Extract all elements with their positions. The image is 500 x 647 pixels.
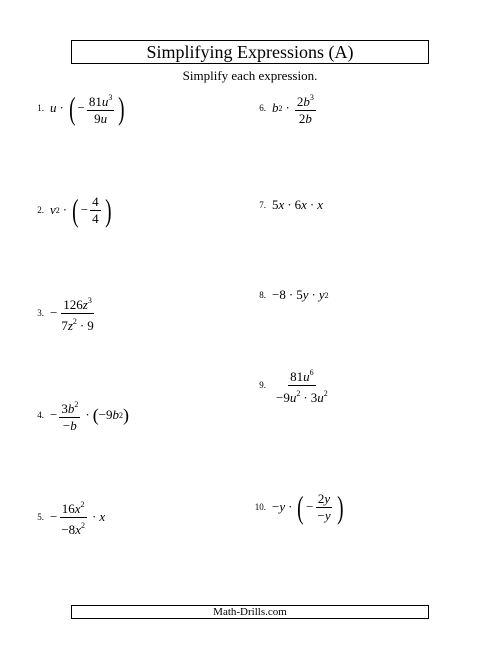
problem-number: 3. (37, 308, 44, 318)
problem-expression: u · ( − $\frac{81u^3}{9u}$ ) (50, 90, 125, 126)
problem-expression: − $\frac{126z^3}{7z^2 \cdot 9}$ (50, 295, 94, 333)
problem-number: 9. (259, 380, 266, 390)
problem-8 (252, 270, 329, 320)
problem-expression: $\frac{81u^6}{-9u^2 \cdot 3u^2}$ (276, 367, 328, 405)
problem-number: 1. (37, 103, 44, 113)
problem-expression: v 2 · ( − $\frac{4}{4}$ ) (50, 192, 112, 228)
problem-4 (30, 390, 129, 440)
instructions: Simplify each expression. (182, 68, 318, 83)
problem-number: 5. (37, 512, 44, 522)
problem-number: 10. (254, 502, 266, 512)
problem-1 (30, 83, 127, 133)
problem-5 (30, 492, 105, 542)
problem-6 (252, 83, 318, 133)
problem-expression: −8 · 5 y · y 2 (272, 287, 329, 302)
problem-number: 2. (37, 205, 44, 215)
problem-number: 7. (259, 200, 266, 210)
problem-number: 4. (37, 410, 44, 420)
problem-expression: − $\frac{16x^2}{-8x^2}$ · x (50, 499, 106, 537)
problem-number: 6. (259, 103, 266, 113)
problem-3 (30, 288, 98, 338)
problem-expression: b 2 · $\frac{2b^3}{2b}$ (272, 92, 314, 126)
problem-7 (252, 180, 323, 230)
problem-number: 8. (259, 290, 266, 300)
footer-source: Math-Drills.com (71, 605, 429, 619)
worksheet-title: Simplifying Expressions (A) (71, 40, 429, 64)
problem-2 (30, 185, 113, 235)
problem-10 (252, 482, 345, 532)
problem-expression: − $\frac{3b^2}{-b}$ · ( −9 b 2 ) (50, 399, 130, 433)
problem-9 (252, 360, 332, 410)
problem-expression: 5 x · 6 x · x (272, 197, 324, 212)
problem-expression: − y · ( − $\frac{2y}{-y}$ ) (272, 489, 344, 525)
